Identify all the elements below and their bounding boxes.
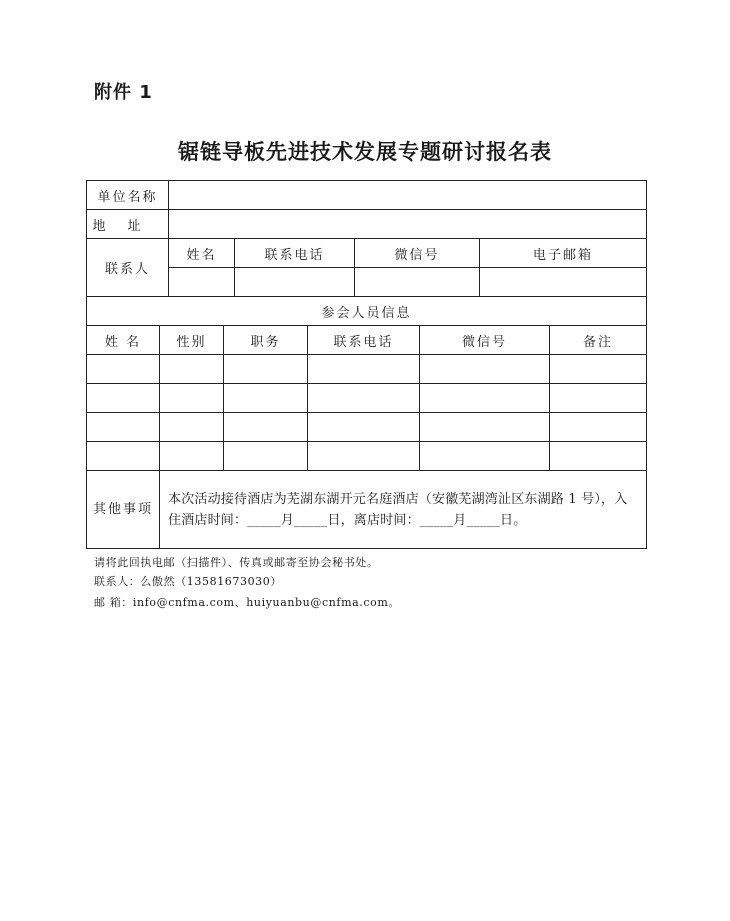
attendee-position-cell[interactable] bbox=[224, 355, 308, 384]
attendee-gender-cell[interactable] bbox=[160, 442, 224, 471]
registration-info-table bbox=[86, 180, 647, 326]
attendee-header-phone: 联系电话 bbox=[308, 326, 420, 355]
attendee-row bbox=[87, 384, 647, 413]
attendee-position-cell[interactable] bbox=[224, 442, 308, 471]
contact-input-row bbox=[87, 268, 647, 297]
unit-label: 单位名称 bbox=[87, 181, 169, 210]
attendee-wechat-cell[interactable] bbox=[420, 355, 550, 384]
attendee-name-cell[interactable] bbox=[87, 384, 160, 413]
attendee-header-remarks: 备注 bbox=[550, 326, 647, 355]
contact-label: 联系人 bbox=[87, 239, 169, 297]
attendee-phone-cell[interactable] bbox=[308, 413, 420, 442]
attendee-header-position: 职务 bbox=[224, 326, 308, 355]
attendee-position-cell[interactable] bbox=[224, 413, 308, 442]
address-label: 地址 bbox=[87, 210, 169, 239]
attendee-wechat-cell[interactable] bbox=[420, 413, 550, 442]
contact-wechat-input-cell[interactable] bbox=[355, 268, 480, 297]
attendee-remarks-cell[interactable] bbox=[550, 413, 647, 442]
unit-input-cell[interactable] bbox=[169, 181, 647, 210]
attendee-phone-cell[interactable] bbox=[308, 355, 420, 384]
address-row bbox=[87, 210, 647, 239]
unit-row bbox=[87, 181, 647, 210]
attendee-wechat-cell[interactable] bbox=[420, 384, 550, 413]
attendee-remarks-cell[interactable] bbox=[550, 384, 647, 413]
footer-submission-note: 请将此回执电邮（扫描件）、传真或邮寄至协会秘书处。 bbox=[94, 556, 379, 569]
attendee-remarks-cell[interactable] bbox=[550, 355, 647, 384]
contact-header-email: 电子邮箱 bbox=[480, 239, 647, 268]
attendees-table bbox=[86, 325, 647, 549]
attachment-label: 附件 1 bbox=[94, 82, 153, 103]
contact-header-phone: 联系电话 bbox=[235, 239, 355, 268]
attendee-name-cell[interactable] bbox=[87, 355, 160, 384]
attendee-header-row bbox=[87, 326, 647, 355]
address-input-cell[interactable] bbox=[169, 210, 647, 239]
contact-header-row bbox=[87, 239, 647, 268]
attendee-gender-cell[interactable] bbox=[160, 384, 224, 413]
attendee-name-cell[interactable] bbox=[87, 413, 160, 442]
contact-phone-input-cell[interactable] bbox=[235, 268, 355, 297]
notes-row bbox=[87, 471, 647, 549]
notes-label: 其他事项 bbox=[87, 471, 160, 549]
contact-email-input-cell[interactable] bbox=[480, 268, 647, 297]
footer-contact: 联系人：么傲然（13581673030） bbox=[94, 575, 282, 588]
attendee-name-cell[interactable] bbox=[87, 442, 160, 471]
attendee-row bbox=[87, 442, 647, 471]
contact-header-name: 姓名 bbox=[169, 239, 235, 268]
contact-name-input-cell[interactable] bbox=[169, 268, 235, 297]
attendee-row bbox=[87, 413, 647, 442]
attendee-header-gender: 性别 bbox=[160, 326, 224, 355]
attendee-position-cell[interactable] bbox=[224, 384, 308, 413]
page-title: 锯链导板先进技术发展专题研讨报名表 bbox=[178, 140, 552, 164]
attendee-header-wechat: 微信号 bbox=[420, 326, 550, 355]
footer-email: 邮 箱：info@cnfma.com、huiyuanbu@cnfma.com。 bbox=[94, 596, 400, 609]
attendee-phone-cell[interactable] bbox=[308, 384, 420, 413]
attendee-gender-cell[interactable] bbox=[160, 413, 224, 442]
attendees-section-title: 参会人员信息 bbox=[87, 297, 647, 326]
attendee-remarks-cell[interactable] bbox=[550, 442, 647, 471]
attendees-section-row bbox=[87, 297, 647, 326]
contact-header-wechat: 微信号 bbox=[355, 239, 480, 268]
notes-text: 本次活动接待酒店为芜湖东湖开元名庭酒店（安徽芜湖湾沚区东湖路 1 号），入住酒店时间：_____月_____日，离店时间：_____月_____日。 bbox=[160, 471, 647, 549]
attendee-row bbox=[87, 355, 647, 384]
attendee-header-name: 姓 名 bbox=[87, 326, 160, 355]
attendee-phone-cell[interactable] bbox=[308, 442, 420, 471]
attendee-gender-cell[interactable] bbox=[160, 355, 224, 384]
attendee-wechat-cell[interactable] bbox=[420, 442, 550, 471]
